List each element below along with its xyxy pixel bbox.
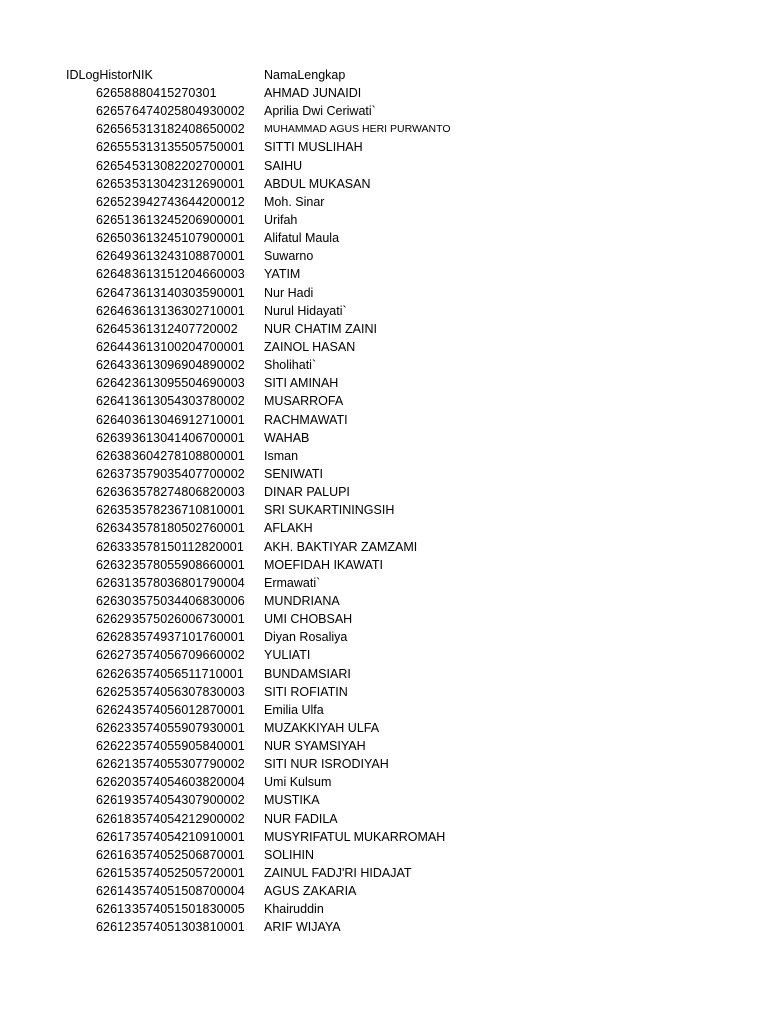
- cell-nik: 3613245206900001: [132, 212, 245, 227]
- table-row: [0, 247, 768, 265]
- table-row: [0, 392, 768, 410]
- cell-nama: AHMAD JUNAIDI: [264, 86, 362, 100]
- cell-id: 62656: [96, 122, 132, 137]
- cell-nama: Urifah: [264, 212, 298, 227]
- cell-id: 62618: [96, 811, 132, 826]
- cell-nik: 5313135505750001: [132, 140, 245, 155]
- cell-id: 62635: [96, 503, 132, 518]
- cell-id: 62616: [96, 847, 132, 862]
- cell-nama: Moh. Sinar: [264, 194, 325, 209]
- table-row: [0, 719, 768, 737]
- cell-id: 62627: [96, 648, 132, 663]
- cell-nama: AGUS ZAKARIA: [264, 884, 357, 899]
- cell-id: 62643: [96, 358, 132, 373]
- cell-nama: YATIM: [264, 267, 301, 282]
- table-row: [0, 773, 768, 791]
- cell-nik: 3574054603820004: [132, 775, 245, 790]
- cell-id: 62657: [96, 104, 132, 119]
- cell-nik: 3575034406830006: [132, 593, 245, 608]
- table-row: [0, 628, 768, 646]
- cell-nik: 3613095504690003: [132, 376, 245, 391]
- cell-nik: 3613041406700001: [132, 430, 245, 445]
- cell-nama: AKH. BAKTIYAR ZAMZAMI: [264, 539, 418, 554]
- cell-id: 62652: [96, 194, 132, 209]
- cell-nama: SITTI MUSLIHAH: [264, 140, 363, 155]
- cell-nama: ABDUL MUKASAN: [264, 176, 371, 191]
- cell-id: 62617: [96, 829, 132, 844]
- cell-nik: 3574054307900002: [132, 793, 245, 808]
- table-row: [0, 138, 768, 156]
- cell-id: 62633: [96, 539, 132, 554]
- table-row: [0, 320, 768, 338]
- cell-nik: 3578150112820001: [132, 539, 244, 554]
- cell-nama: Ermawati`: [264, 575, 321, 590]
- cell-id: 62620: [96, 775, 132, 790]
- cell-nik: 3613046912710001: [132, 412, 245, 427]
- table-row: [0, 864, 768, 882]
- cell-nama: SAIHU: [264, 158, 303, 173]
- table-row: [0, 338, 768, 356]
- cell-id: 62614: [96, 884, 132, 899]
- cell-id: 62636: [96, 485, 132, 500]
- cell-nama: Nurul Hidayati`: [264, 303, 347, 318]
- table-row: [0, 737, 768, 755]
- cell-id: 62623: [96, 720, 132, 735]
- cell-nik: 3578236710810001: [132, 503, 245, 518]
- cell-nik: 3942743644200012: [132, 194, 245, 209]
- column-header-id-nik: IDLogHistorNIK: [66, 68, 153, 82]
- cell-id: 62650: [96, 231, 132, 246]
- cell-id: 62653: [96, 176, 132, 191]
- cell-id: 62651: [96, 212, 132, 227]
- cell-nama: NUR CHATIM ZAINI: [264, 321, 377, 336]
- table-row: [0, 683, 768, 701]
- cell-id: 62637: [96, 466, 132, 481]
- cell-id: 62639: [96, 430, 132, 445]
- cell-nama: MUZAKKIYAH ULFA: [264, 720, 380, 735]
- cell-nama: Diyan Rosaliya: [264, 630, 348, 645]
- cell-id: 62638: [96, 448, 132, 463]
- cell-id: 62621: [96, 757, 132, 772]
- column-header-nama: NamaLengkap: [264, 68, 346, 82]
- cell-nik: 3574055307790002: [132, 757, 245, 772]
- cell-nama: SITI AMINAH: [264, 376, 339, 391]
- cell-nik: 5313042312690001: [132, 176, 245, 191]
- cell-nama: Alifatul Maula: [264, 231, 340, 246]
- cell-id: 62642: [96, 376, 132, 391]
- cell-id: 62615: [96, 866, 132, 881]
- cell-id: 62632: [96, 557, 132, 572]
- table-row: [0, 646, 768, 664]
- cell-nama: Isman: [264, 448, 299, 463]
- cell-nama: DINAR PALUPI: [264, 485, 350, 500]
- table-row: [0, 501, 768, 519]
- cell-id: 62612: [96, 920, 132, 935]
- cell-nama: Sholihati`: [264, 358, 317, 373]
- cell-nik: 3574054212900002: [132, 811, 245, 826]
- table-row: [0, 574, 768, 592]
- cell-nik: 3613243108870001: [132, 249, 245, 264]
- cell-nama: SOLIHIN: [264, 847, 315, 862]
- table-row: [0, 193, 768, 211]
- cell-id: 62655: [96, 140, 132, 155]
- cell-id: 62625: [96, 684, 132, 699]
- cell-nama: BUNDAMSIARI: [264, 666, 351, 681]
- cell-id: 62647: [96, 285, 132, 300]
- table-row: [0, 519, 768, 537]
- table-row: [0, 447, 768, 465]
- cell-nik: 3613136302710001: [132, 303, 245, 318]
- cell-nama: Umi Kulsum: [264, 775, 332, 790]
- table-row: [0, 556, 768, 574]
- cell-id: 62644: [96, 339, 132, 354]
- cell-nik: 6474025804930002: [132, 104, 245, 119]
- cell-nik: 3574055907930001: [132, 720, 245, 735]
- cell-nama: Nur Hadi: [264, 285, 314, 300]
- cell-nik: 3574051508700004: [132, 884, 245, 899]
- cell-id: 62641: [96, 394, 132, 409]
- cell-nik: 361312407720002: [132, 321, 238, 336]
- table-row: [0, 610, 768, 628]
- cell-nama: MUNDRIANA: [264, 593, 340, 608]
- cell-nik: 3604278108800001: [132, 448, 245, 463]
- cell-nama: SITI NUR ISRODIYAH: [264, 757, 389, 772]
- table-row: [0, 374, 768, 392]
- cell-nik: 3578036801790004: [132, 575, 245, 590]
- table-row: [0, 84, 768, 102]
- table-row: [0, 755, 768, 773]
- cell-nik: 3574051501830005: [132, 902, 245, 917]
- cell-nik: 3574054210910001: [132, 829, 245, 844]
- cell-id: 62646: [96, 303, 132, 318]
- cell-id: 62624: [96, 702, 132, 717]
- cell-nama: SRI SUKARTININGSIH: [264, 503, 395, 518]
- cell-nama: MUSYRIFATUL MUKARROMAH: [264, 829, 446, 844]
- cell-id: 62645: [96, 321, 132, 336]
- table-row: [0, 265, 768, 283]
- cell-id: 62622: [96, 739, 132, 754]
- cell-nama: YULIATI: [264, 648, 311, 663]
- cell-nik: 3574056307830003: [132, 684, 245, 699]
- table-row: [0, 828, 768, 846]
- cell-nama: ZAINUL FADJ'RI HIDAJAT: [264, 866, 412, 881]
- header-row: [0, 66, 768, 84]
- cell-id: 62640: [96, 412, 132, 427]
- cell-nik: 3574052506870001: [132, 847, 245, 862]
- cell-nama: Aprilia Dwi Ceriwati`: [264, 104, 376, 119]
- table-row: [0, 665, 768, 683]
- table-row: [0, 411, 768, 429]
- cell-nik: 3574052505720001: [132, 866, 245, 881]
- table-row: [0, 157, 768, 175]
- cell-nama: ZAINOL HASAN: [264, 339, 356, 354]
- cell-nik: 3578180502760001: [132, 521, 245, 536]
- table-row: [0, 846, 768, 864]
- table-row: [0, 538, 768, 556]
- table-row: [0, 302, 768, 320]
- cell-nik: 3613245107900001: [132, 231, 245, 246]
- table-row: [0, 592, 768, 610]
- cell-nik: 3579035407700002: [132, 466, 245, 481]
- cell-nik: 3613054303780002: [132, 394, 245, 409]
- cell-nama: ARIF WIJAYA: [264, 920, 341, 935]
- table-row: [0, 701, 768, 719]
- cell-nama: UMI CHOBSAH: [264, 612, 353, 627]
- cell-id: 62649: [96, 249, 132, 264]
- table-row: [0, 791, 768, 809]
- data-rows: [0, 84, 768, 937]
- cell-nik: 880415270301: [132, 86, 217, 100]
- table-row: [0, 465, 768, 483]
- table-row: [0, 102, 768, 120]
- cell-nama: Khairuddin: [264, 902, 324, 917]
- table-row: [0, 211, 768, 229]
- cell-nama: MUHAMMAD AGUS HERI PURWANTO: [264, 123, 451, 136]
- cell-nik: 3578274806820003: [132, 485, 245, 500]
- cell-nik: 3574056012870001: [132, 702, 245, 717]
- table-row: [0, 483, 768, 501]
- cell-id: 62658: [96, 86, 132, 100]
- table-row: [0, 120, 768, 138]
- cell-nik: 3574051303810001: [132, 920, 245, 935]
- cell-nik: 3613100204700001: [132, 339, 245, 354]
- table-row: [0, 429, 768, 447]
- cell-nama: MUSTIKA: [264, 793, 320, 808]
- cell-nik: 3613140303590001: [132, 285, 245, 300]
- cell-nik: 3574056709660002: [132, 648, 245, 663]
- spreadsheet-sheet: [0, 66, 768, 937]
- cell-id: 62654: [96, 158, 132, 173]
- cell-nik: 3613096904890002: [132, 358, 245, 373]
- cell-nama: SENIWATI: [264, 466, 324, 481]
- table-row: [0, 918, 768, 936]
- table-row: [0, 229, 768, 247]
- cell-nama: Emilia Ulfa: [264, 702, 324, 717]
- cell-id: 62648: [96, 267, 132, 282]
- cell-id: 62626: [96, 666, 132, 681]
- cell-id: 62629: [96, 612, 132, 627]
- cell-id: 62630: [96, 593, 132, 608]
- table-row: [0, 175, 768, 193]
- cell-nik: 3574056511710001: [132, 666, 244, 681]
- table-row: [0, 882, 768, 900]
- cell-nama: WAHAB: [264, 430, 310, 445]
- cell-nik: 3578055908660001: [132, 557, 245, 572]
- cell-nik: 5313082202700001: [132, 158, 245, 173]
- cell-nama: Suwarno: [264, 249, 314, 264]
- cell-nik: 3613151204660003: [132, 267, 245, 282]
- cell-nik: 3574937101760001: [132, 630, 245, 645]
- table-row: [0, 900, 768, 918]
- table-row: [0, 356, 768, 374]
- cell-nama: RACHMAWATI: [264, 412, 348, 427]
- cell-id: 62619: [96, 793, 132, 808]
- cell-nama: SITI ROFIATIN: [264, 684, 348, 699]
- cell-id: 62631: [96, 575, 132, 590]
- cell-id: 62628: [96, 630, 132, 645]
- cell-nama: NUR SYAMSIYAH: [264, 739, 366, 754]
- table-row: [0, 284, 768, 302]
- table-row: [0, 810, 768, 828]
- cell-id: 62634: [96, 521, 132, 536]
- cell-nik: 5313182408650002: [132, 122, 245, 137]
- cell-id: 62613: [96, 902, 132, 917]
- cell-nik: 3574055905840001: [132, 739, 245, 754]
- cell-nama: MUSARROFA: [264, 394, 344, 409]
- cell-nama: MOEFIDAH IKAWATI: [264, 557, 383, 572]
- cell-nama: NUR FADILA: [264, 811, 338, 826]
- cell-nama: AFLAKH: [264, 521, 313, 536]
- cell-nik: 3575026006730001: [132, 612, 245, 627]
